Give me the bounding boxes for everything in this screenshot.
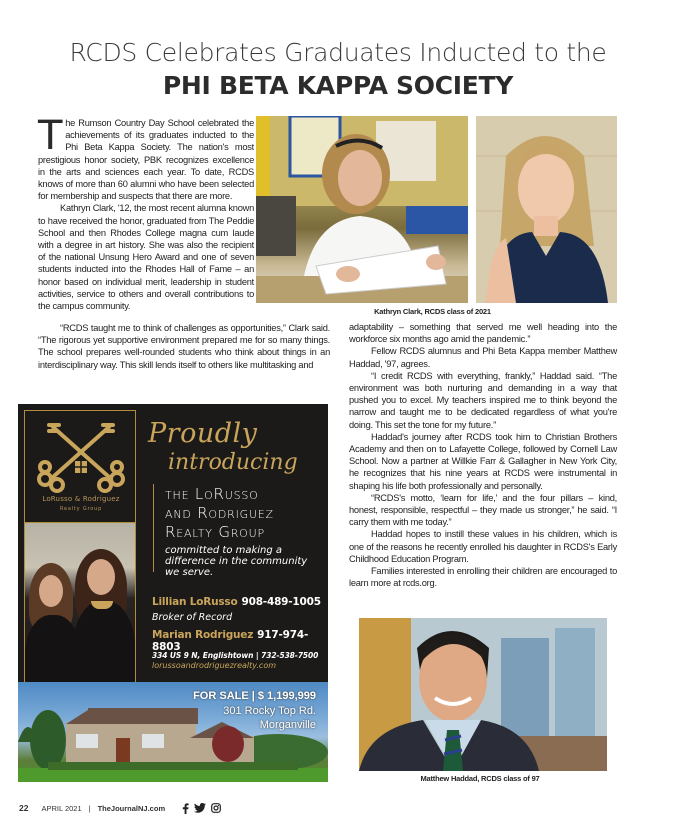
- realty-logo-subtitle: Realty Group: [59, 506, 103, 512]
- footer-separator: |: [88, 803, 91, 813]
- article-paragraph-3-continued: adaptability – something that served me well heading into the workforce six months ago amid the pandemic.”: [349, 322, 617, 345]
- issue-date: APRIL 2021: [41, 803, 82, 813]
- classroom-illustration: [256, 116, 468, 303]
- social-icons: [182, 803, 221, 814]
- ad-contact-marian: [152, 629, 328, 653]
- photo-kathryn-clark-adult: [476, 116, 617, 303]
- photo-kathryn-clark-child: [256, 116, 468, 303]
- gold-divider: [153, 484, 154, 572]
- article-paragraph-2: Kathryn Clark, '12, the most recent alumna known to have received the honor, graduated from The Peddie School and then Rhodes College magna cum laude with a degree in art history. She was also the recipient of the national Unsung Hero Award and one of seven students inducted into the Rhodes Hall of Fame – an honor based on individual merit, leadership in student activities, service to others and overall contributions to the campus community.: [38, 203, 254, 312]
- headline-line-2: PHI BETA KAPPA SOCIETY: [162, 71, 514, 100]
- portrait-illustration: [476, 116, 617, 303]
- portrait-illustration: [359, 618, 607, 771]
- ad-website-link[interactable]: lorussoandrodriguezrealty.com: [152, 661, 277, 670]
- contact-role: Broker of Record: [152, 612, 233, 623]
- facebook-icon[interactable]: [182, 803, 189, 814]
- headline-line-1: RCDS Celebrates Graduates Inducted to the: [69, 38, 607, 67]
- article-column-wide: [38, 322, 330, 371]
- ad-headline-proudly: Proudly: [148, 418, 258, 449]
- crossed-keys-icon: [35, 421, 127, 493]
- page-footer: [19, 801, 221, 815]
- article-paragraph-3: “RCDS taught me to think of challenges as opportunities,” Clark said. “The rigorous yet supportive environment prepared me for so many things. The school prepares well-rounded students who think about things in an interdisciplinary way. This skill lends itself to others like multitasking and: [38, 323, 330, 370]
- realty-logo: [24, 410, 136, 523]
- article-paragraph-1: The Rumson Country Day School celebrated the achievements of its graduates inducted to the Phi Beta Kappa Society. The nation's most prestigious honor society, PBK recognizes excellence in the arts and sciences each year. To date, RCDS knows of more than 60 alumni who have been selected for membership and suspects that there are more.: [38, 113, 254, 202]
- ad-company-line-3: Realty Group: [165, 523, 265, 541]
- realty-advertisement[interactable]: [18, 404, 328, 782]
- ad-contact-lillian: [152, 596, 321, 608]
- photo-caption-clark: Kathryn Clark, RCDS class of 2021: [374, 307, 491, 316]
- ad-company-line-2: and Rodriguez: [165, 504, 274, 522]
- article-paragraph-9: Families interested in enrolling their children are encouraged to learn more at rcds.org.: [349, 566, 617, 589]
- ad-company-line-1: the LoRusso: [165, 485, 259, 503]
- contact-phone[interactable]: 917-974-8803: [152, 629, 309, 653]
- article-column-left: [38, 113, 254, 312]
- realty-logo-name: LoRusso & Rodriguez: [42, 495, 120, 503]
- article-paragraph-5: “I credit RCDS with everything, frankly,” Haddad said. “The environment was both nurturing and demanding in a way that pushed you to excel. My teachers inspired me to think beyond the narrow and taught me to be dedicated regardless of what you're doing. This set the tone for my future.”: [349, 370, 617, 430]
- ad-address: 334 US 9 N, Englishtown | 732-538-7500: [152, 651, 319, 660]
- ad-headline-introducing: introducing: [168, 450, 298, 475]
- photo-caption-haddad: Matthew Haddad, RCDS class of 97: [420, 774, 540, 783]
- photo-matthew-haddad: [359, 618, 607, 771]
- page-number: 22: [19, 803, 29, 813]
- ad-tagline: committed to making a difference in the community we serve.: [165, 545, 308, 578]
- listing-house-photo: [18, 682, 328, 782]
- listing-street: 301 Rocky Top Rd.: [223, 705, 316, 717]
- article-paragraph-7: “RCDS's motto, ‘learn for life,’ and the four pillars – kind, honest, responsible, respectful – they made us stronger,” he said. “I carry them with me today.”: [349, 492, 617, 528]
- listing-town: Morganville: [259, 719, 316, 731]
- realtors-photo: [24, 523, 136, 703]
- article-column-right: [349, 321, 617, 589]
- drop-cap: T: [38, 113, 63, 159]
- twitter-icon[interactable]: [194, 803, 206, 813]
- article-paragraph-4: Fellow RCDS alumnus and Phi Beta Kappa member Matthew Haddad, '97, agrees.: [349, 346, 617, 369]
- article-paragraph-8: Haddad hopes to instill these values in his children, which is one of the reasons he recently enrolled his daughter in RCDS's Early Childhood Education Program.: [349, 529, 617, 564]
- contact-name: Lillian LoRusso: [152, 596, 238, 608]
- instagram-icon[interactable]: [211, 803, 221, 813]
- contact-name: Marian Rodriguez: [152, 629, 254, 641]
- article-paragraph-6: Haddad's journey after RCDS took him to Christian Brothers Academy and then on to Lafayette College, followed by Cornell Law School. Now a partner at Willkie Farr & Gallagher in New York City, he recognizes that his nine years at RCDS were instrumental in shaping his life both professionally and personally.: [349, 431, 617, 491]
- contact-phone[interactable]: 908-489-1005: [241, 596, 321, 608]
- listing-status-price: FOR SALE | $ 1,199,999: [193, 690, 316, 702]
- site-link[interactable]: TheJournalNJ.com: [97, 803, 166, 813]
- headline: [0, 38, 676, 102]
